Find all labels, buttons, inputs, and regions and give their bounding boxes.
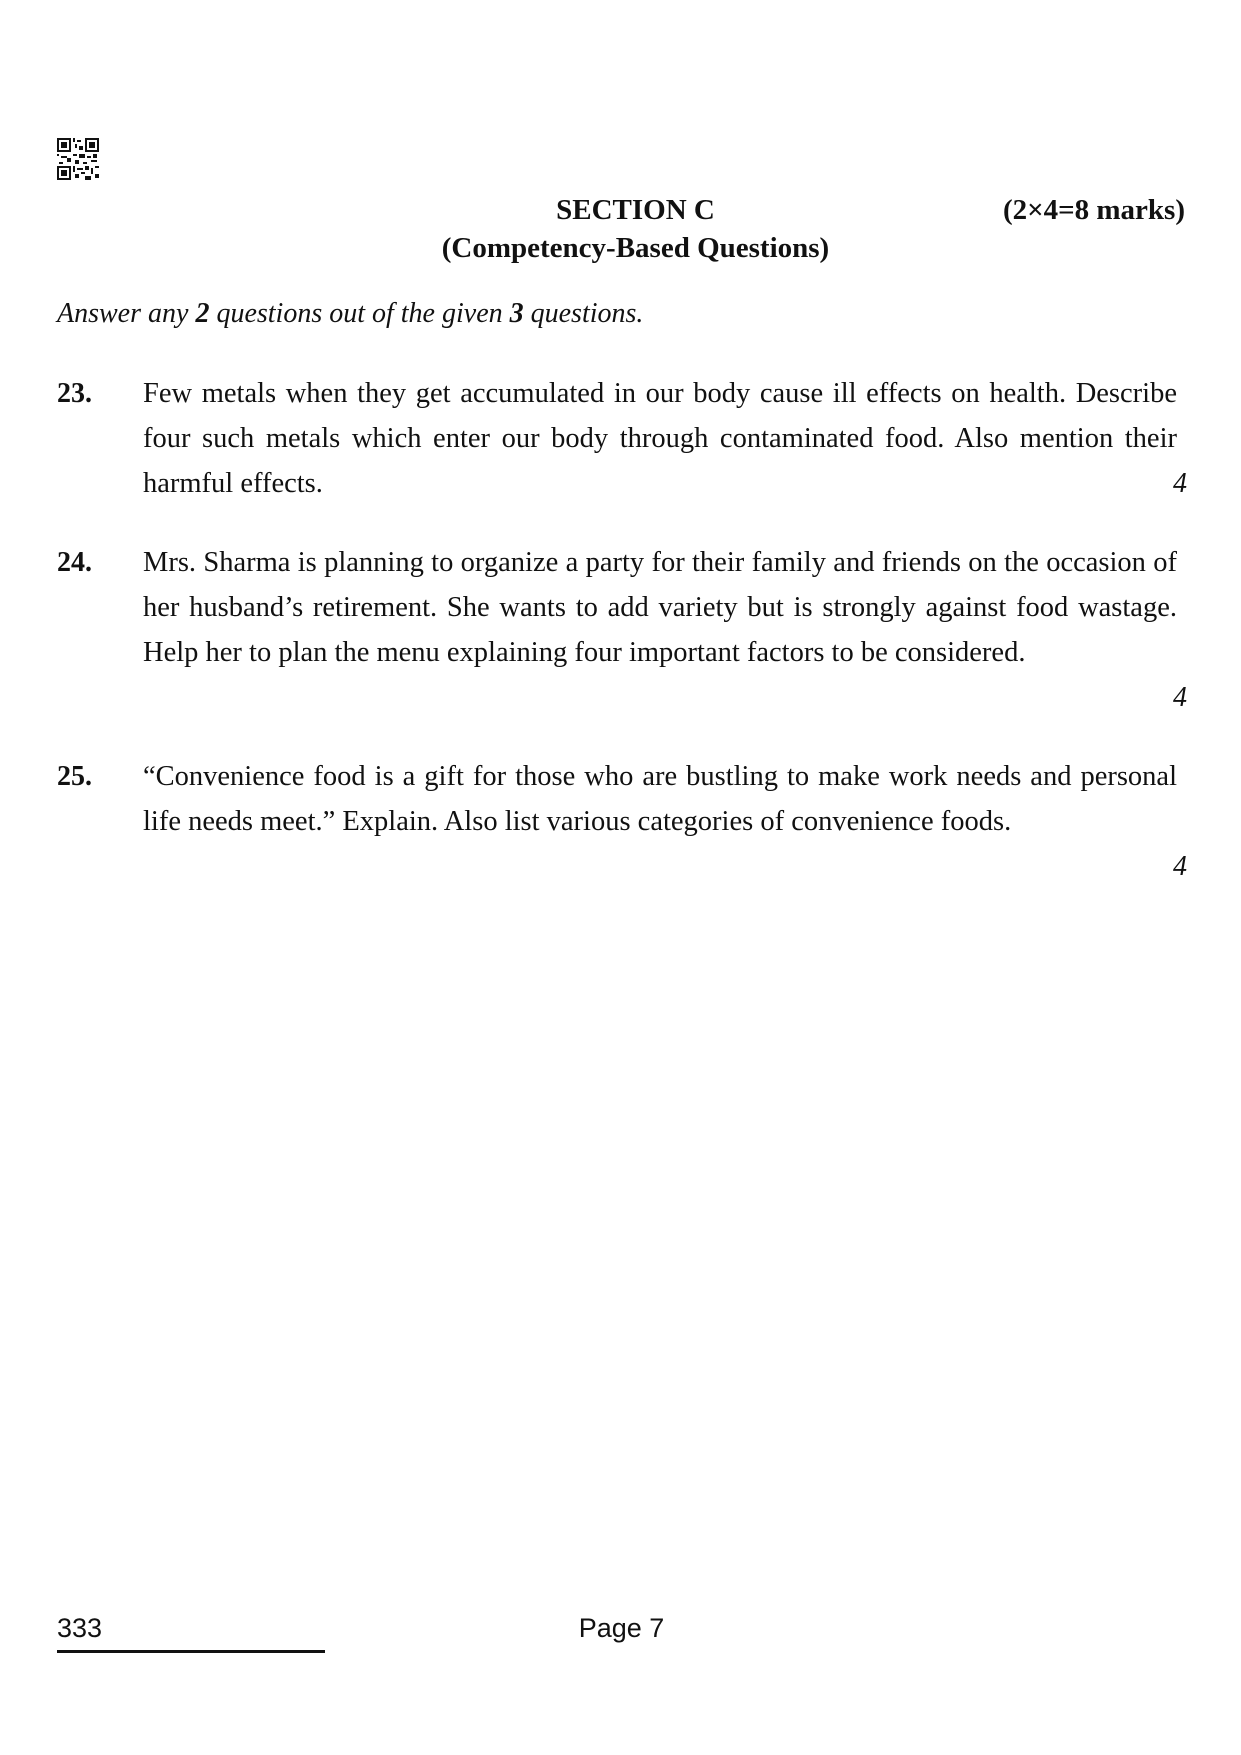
paper-code: 333 [57, 1613, 103, 1643]
section-subtitle: (Competency-Based Questions) [441, 232, 830, 264]
question-number: 25. [57, 761, 92, 792]
question-item [57, 371, 1187, 506]
question-marks: 4 [1173, 682, 1187, 713]
question-number: 24. [57, 547, 92, 578]
instruction-number: 2 [195, 298, 210, 329]
page-number: Page 7 [578, 1613, 665, 1643]
instruction-part: questions. [523, 298, 644, 329]
footer-divider [57, 1650, 325, 1653]
section-marks: (2×4=8 marks) [1002, 194, 1185, 226]
question-item [57, 540, 1187, 720]
section-title: SECTION C [556, 194, 715, 226]
question-marks: 4 [1173, 851, 1187, 882]
question-text: Few metals when they get accumulated in our body cause ill effects on health. Describe four such metals which enter our body through contaminated food. Also mention their harmful effects. [143, 378, 1177, 499]
question-item [57, 754, 1187, 889]
instruction-part: Answer any [57, 298, 196, 329]
question-marks: 4 [1173, 468, 1187, 499]
instruction-text [57, 296, 643, 332]
question-text: Mrs. Sharma is planning to organize a party for their family and friends on the occasion of her husband’s retirement. She wants to add variety but is strongly against food wastage. Help her to plan the menu explaining four important factors to be considered. [143, 547, 1177, 668]
question-text: “Convenience food is a gift for those who are bustling to make work needs and personal life needs meet.” Explain. Also list various categories of convenience foods. [143, 761, 1177, 837]
question-number: 23. [57, 378, 92, 409]
instruction-number: 3 [509, 298, 524, 329]
instruction-part: questions out of the given [209, 298, 510, 329]
qr-code-icon [57, 138, 99, 180]
